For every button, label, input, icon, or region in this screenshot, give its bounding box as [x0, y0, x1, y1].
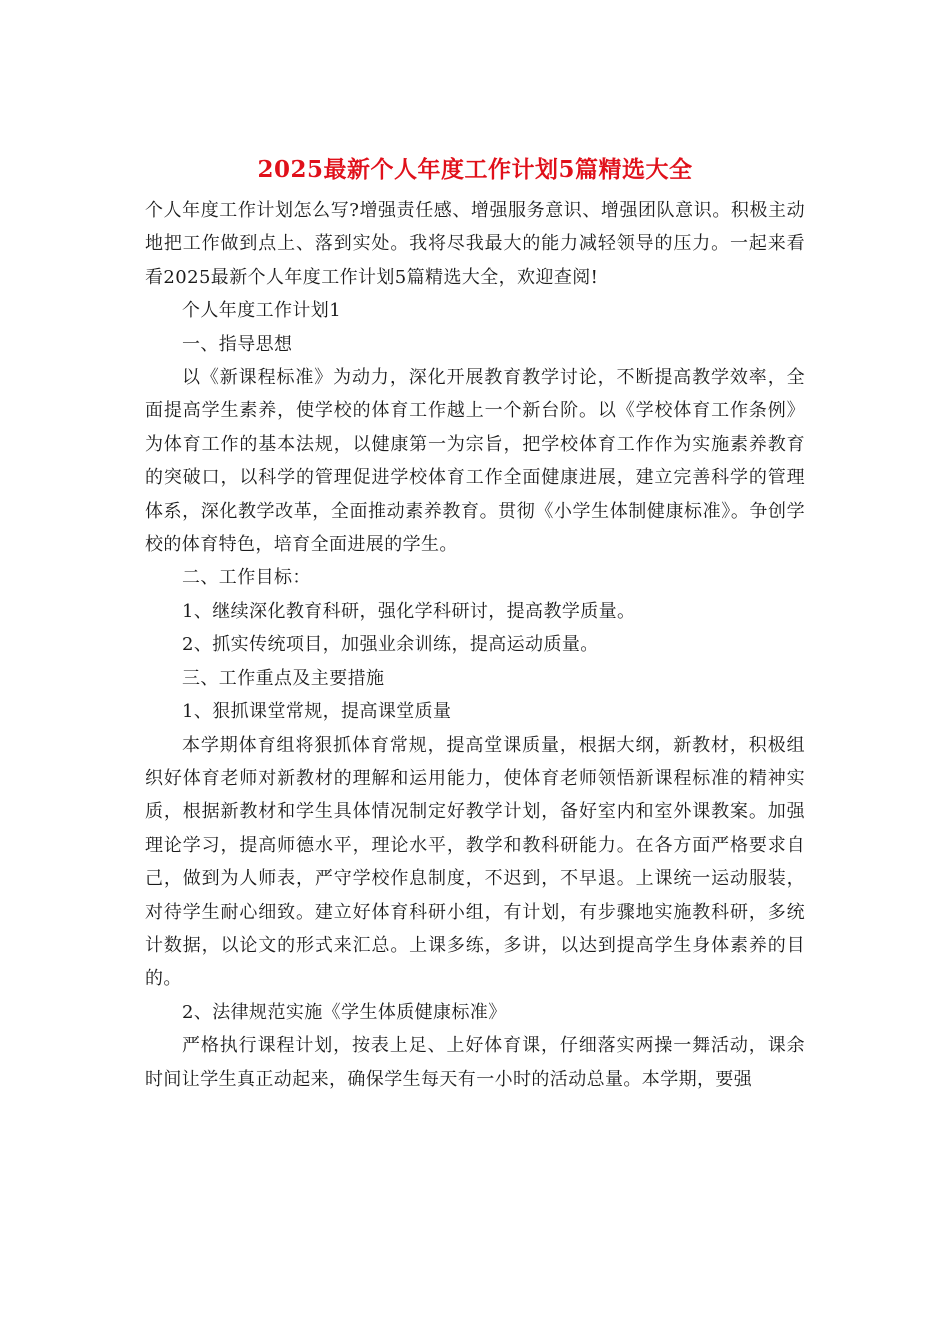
- document-title: 2025最新个人年度工作计划5篇精选大全: [257, 156, 693, 183]
- section-heading-work-goals: 二、工作目标：: [182, 567, 311, 589]
- body-paragraph: 严格执行课程计划，按表上足、上好体育课，仔细落实两操一舞活动，课余时间让学生真正动起来，确保学生每天有一小时的活动总量。本学期，要强: [145, 1035, 805, 1090]
- body-paragraph: 以《新课程标准》为动力，深化开展教育教学讨论，不断提高教学效率，全面提高学生素养，使学校的体育工作越上一个新台阶。以《学校体育工作条例》为体育工作的基本法规，以健康第一为宗旨，把学校体育工作作为实施素养教育的突破口，以科学的管理促进学校体育工作全面健康进展，建立完善科学的管理体系，深化教学改革，全面推动素养教育。贯彻《小学生体制健康标准》。争创学校的体育特色，培育全面进展的学生。: [145, 367, 805, 556]
- section-heading-key-measures: 三、工作重点及主要措施: [182, 667, 385, 689]
- sub-heading: 2、法律规范实施《学生体质健康标准》: [182, 1001, 507, 1023]
- list-item: 2、抓实传统项目，加强业余训练，提高运动质量。: [182, 634, 599, 656]
- sub-heading: 1、狠抓课堂常规，提高课堂质量: [182, 701, 452, 723]
- section-heading-plan-1: 个人年度工作计划1: [182, 300, 342, 322]
- list-item: 1、继续深化教育科研，强化学科研讨，提高教学质量。: [182, 600, 636, 622]
- section-heading-guiding-thought: 一、指导思想: [182, 333, 293, 355]
- intro-paragraph: 个人年度工作计划怎么写?增强责任感、增强服务意识、增强团队意识。积极主动地把工作做到点上、落到实处。我将尽我最大的能力减轻领导的压力。一起来看看2025最新个人年度工作计划5篇精选大全，欢迎查阅!: [145, 200, 805, 288]
- body-paragraph: 本学期体育组将狠抓体育常规，提高堂课质量，根据大纲，新教材，积极组织好体育老师对新教材的理解和运用能力，使体育老师领悟新课程标准的精神实质，根据新教材和学生具体情况制定好教学计划，备好室内和室外课教案。加强理论学习，提高师德水平，理论水平，教学和教科研能力。在各方面严格要求自己，做到为人师表，严守学校作息制度，不迟到，不早退。上课统一运动服装，对待学生耐心细致。建立好体育科研小组，有计划，有步骤地实施教科研，多统计数据，以论文的形式来汇总。上课多练，多讲，以达到提高学生身体素养的目的。: [145, 734, 805, 990]
- document-page: [145, 150, 805, 1096]
